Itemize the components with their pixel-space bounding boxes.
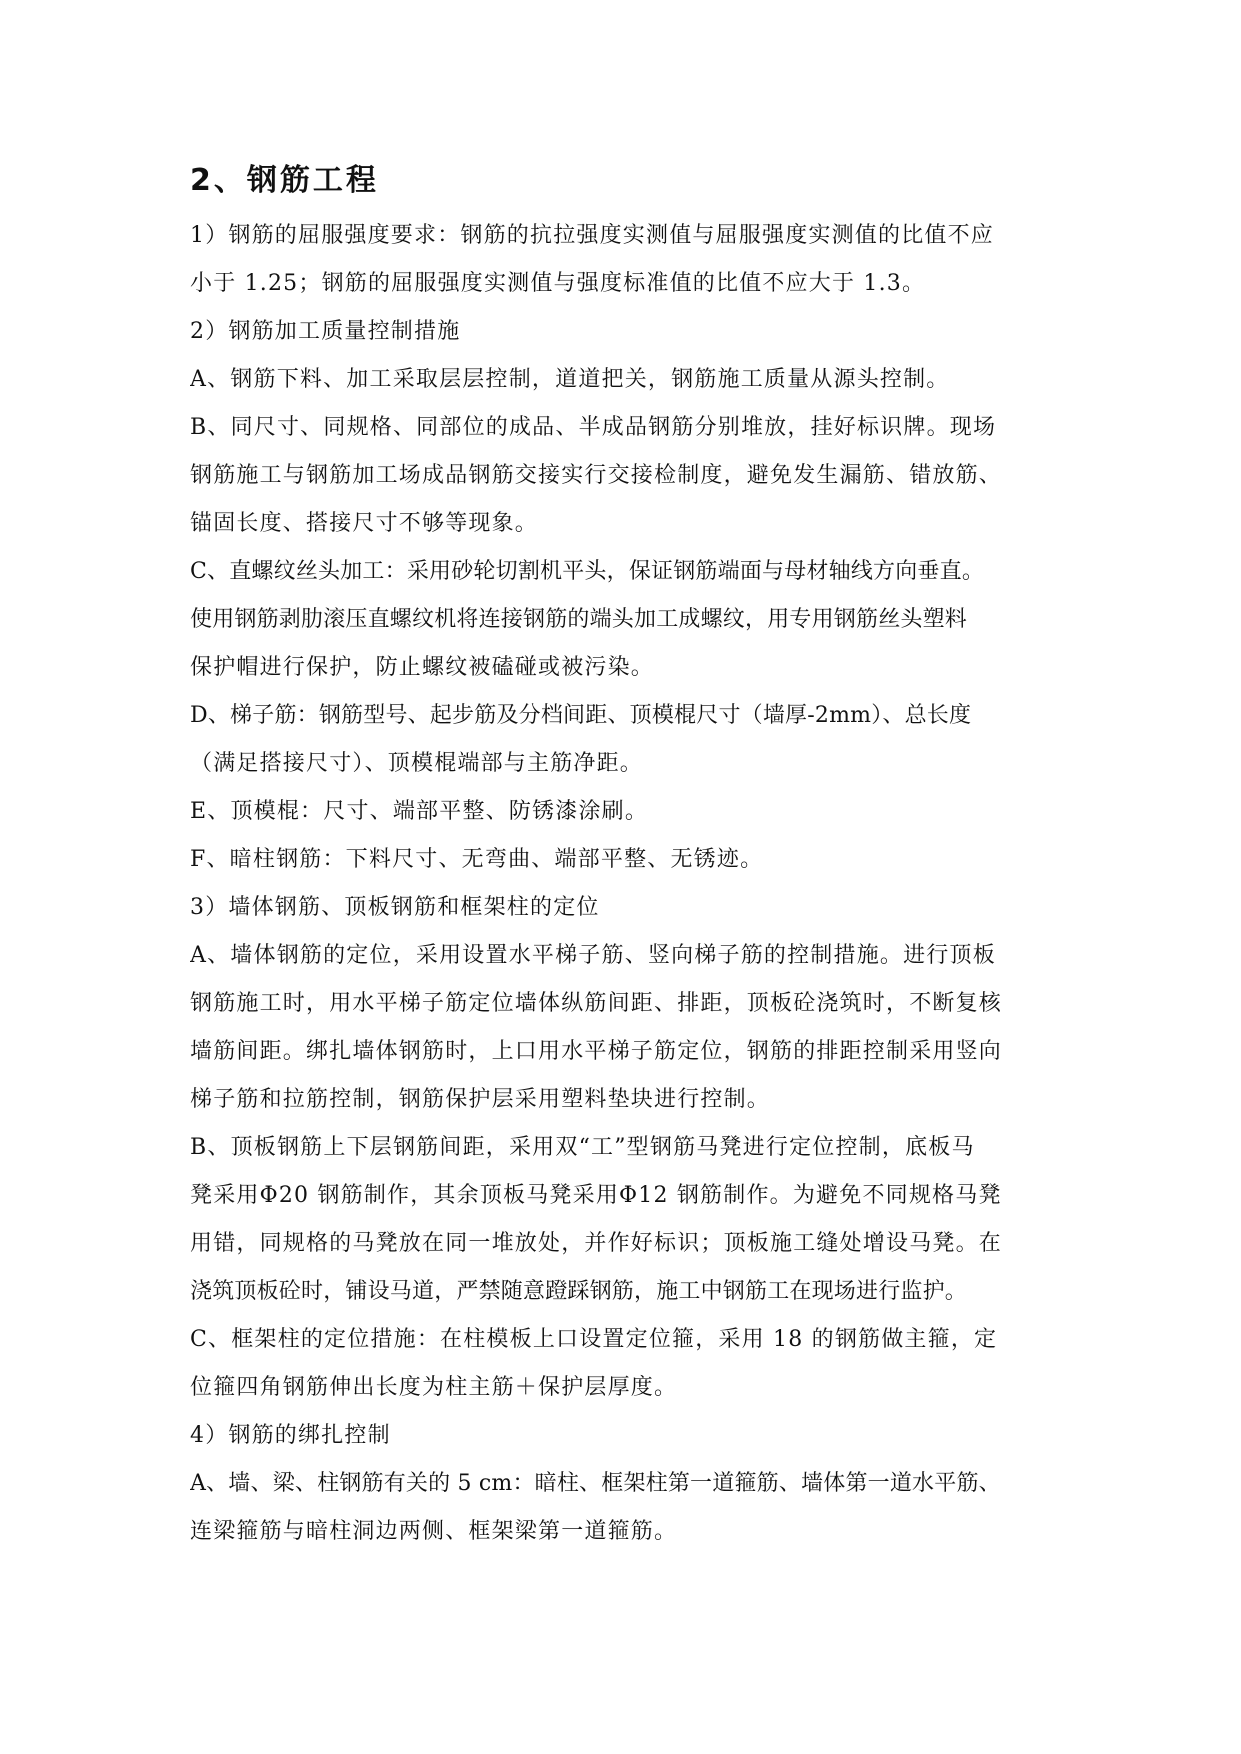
text-line: D、梯子筋：钢筋型号、起步筋及分档间距、顶模棍尺寸（墙厚-2mm）、总长度 bbox=[190, 703, 972, 728]
text-line: B、顶板钢筋上下层钢筋间距，采用双“工”型钢筋马凳进行定位控制，底板马 bbox=[190, 1135, 975, 1160]
text-line: 钢筋施工与钢筋加工场成品钢筋交接实行交接检制度，避免发生漏筋、错放筋、 bbox=[190, 463, 1003, 488]
text-line: （满足搭接尺寸）、顶模棍端部与主筋净距。 bbox=[190, 751, 644, 776]
text-line: A、钢筋下料、加工采取层层控制，道道把关，钢筋施工质量从源头控制。 bbox=[190, 367, 950, 392]
text-line: 小于 1.25；钢筋的屈服强度实测值与强度标准值的比值不应大于 1.3。 bbox=[190, 271, 926, 296]
text-line: 2）钢筋加工质量控制措施 bbox=[190, 319, 461, 344]
text-line: 梯子筋和拉筋控制，钢筋保护层采用塑料垫块进行控制。 bbox=[190, 1087, 771, 1112]
text-line: 位箍四角钢筋伸出长度为柱主筋＋保护层厚度。 bbox=[190, 1375, 678, 1400]
text-line: 墙筋间距。绑扎墙体钢筋时，上口用水平梯子筋定位，钢筋的排距控制采用竖向 bbox=[190, 1039, 1003, 1064]
text-line: E、顶模棍：尺寸、端部平整、防锈漆涂刷。 bbox=[190, 799, 649, 824]
section-heading: 2、钢筋工程 bbox=[190, 163, 379, 198]
text-line: 1）钢筋的屈服强度要求：钢筋的抗拉强度实测值与屈服强度实测值的比值不应 bbox=[190, 223, 994, 248]
text-line: 使用钢筋剥肋滚压直螺纹机将连接钢筋的端头加工成螺纹，用专用钢筋丝头塑料 bbox=[190, 607, 968, 632]
text-line: B、同尺寸、同规格、同部位的成品、半成品钢筋分别堆放，挂好标识牌。现场 bbox=[190, 415, 997, 440]
text-line: 钢筋施工时，用水平梯子筋定位墙体纵筋间距、排距，顶板砼浇筑时，不断复核 bbox=[190, 991, 1003, 1016]
text-line: C、直螺纹丝头加工：采用砂轮切割机平头，保证钢筋端面与母材轴线方向垂直。 bbox=[190, 559, 985, 584]
text-line: 保护帽进行保护，防止螺纹被磕碰或被污染。 bbox=[190, 655, 655, 680]
text-line: 锚固长度、搭接尺寸不够等现象。 bbox=[190, 511, 539, 536]
text-line: C、框架柱的定位措施：在柱模板上口设置定位箍，采用 18 的钢筋做主箍，定 bbox=[190, 1327, 998, 1352]
text-line: A、墙体钢筋的定位，采用设置水平梯子筋、竖向梯子筋的控制措施。进行顶板 bbox=[190, 943, 996, 968]
text-line: A、墙、梁、柱钢筋有关的 5 cm：暗柱、框架柱第一道箍筋、墙体第一道水平筋、 bbox=[190, 1471, 1001, 1496]
text-line: 用错，同规格的马凳放在同一堆放处，并作好标识；顶板施工缝处增设马凳。在 bbox=[190, 1231, 1003, 1256]
document-body bbox=[190, 156, 1060, 1556]
text-line: 连梁箍筋与暗柱洞边两侧、框架梁第一道箍筋。 bbox=[190, 1519, 678, 1544]
text-line: 4）钢筋的绑扎控制 bbox=[190, 1423, 391, 1448]
text-line: 3）墙体钢筋、顶板钢筋和框架柱的定位 bbox=[190, 895, 600, 920]
text-line: 浇筑顶板砼时，铺设马道，严禁随意蹬踩钢筋，施工中钢筋工在现场进行监护。 bbox=[190, 1279, 968, 1304]
text-line: F、暗柱钢筋：下料尺寸、无弯曲、端部平整、无锈迹。 bbox=[190, 847, 764, 872]
text-line: 凳采用Φ20 钢筋制作，其余顶板马凳采用Φ12 钢筋制作。为避免不同规格马凳 bbox=[190, 1183, 1002, 1208]
